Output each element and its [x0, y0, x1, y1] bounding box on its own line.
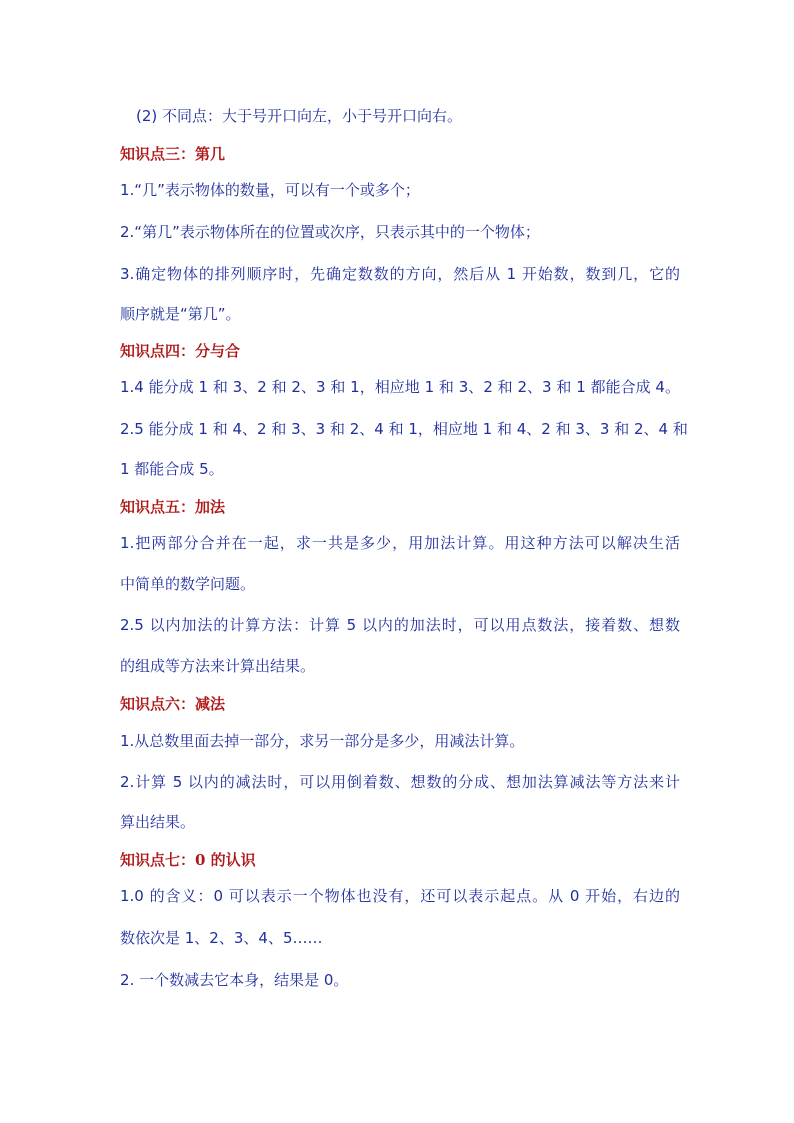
section-heading-3: 知识点三：第几 — [120, 145, 226, 163]
text-line: 1.把两部分合并在一起，求一共是多少，用加法计算。用这种方法可以解决生活 — [120, 534, 680, 552]
text-line: 1 都能合成 5。 — [120, 460, 224, 478]
text-line: 1.“几”表示物体的数量，可以有一个或多个； — [120, 181, 420, 199]
text-line: 3.确定物体的排列顺序时，先确定数数的方向，然后从 1 开始数，数到几，它的 — [120, 265, 680, 283]
text-line: 顺序就是“第几”。 — [120, 305, 241, 323]
section-heading-7: 知识点七：0 的认识 — [120, 851, 256, 869]
text-line: 的组成等方法来计算出结果。 — [120, 657, 316, 675]
section-heading-4: 知识点四：分与合 — [120, 342, 241, 360]
text-line: 中简单的数学问题。 — [120, 575, 256, 593]
section-heading-6: 知识点六：减法 — [120, 695, 226, 713]
text-line: 2.“第几”表示物体所在的位置或次序，只表示其中的一个物体； — [120, 223, 540, 241]
text-line: 2. 一个数减去它本身，结果是 0。 — [120, 971, 349, 989]
text-line: 2.5 能分成 1 和 4、2 和 3、3 和 2、4 和 1，相应地 1 和 4、2 和 3、3 和 2、4 和 — [120, 420, 688, 438]
text-line: 算出结果。 — [120, 813, 196, 831]
text-line: 1.4 能分成 1 和 3、2 和 2、3 和 1，相应地 1 和 3、2 和 2、3 和 1 都能合成 4。 — [120, 378, 680, 396]
text-line: 1.从总数里面去掉一部分，求另一部分是多少，用减法计算。 — [120, 732, 525, 750]
section-heading-5: 知识点五：加法 — [120, 498, 226, 516]
text-line: (2) 不同点：大于号开口向左，小于号开口向右。 — [136, 107, 463, 125]
text-line: 数依次是 1、2、3、4、5…… — [120, 929, 323, 947]
text-line: 2.计算 5 以内的减法时，可以用倒着数、想数的分成、想加法算减法等方法来计 — [120, 773, 680, 791]
text-line: 1.0 的含义：0 可以表示一个物体也没有，还可以表示起点。从 0 开始，右边的 — [120, 887, 680, 905]
text-line: 2.5 以内加法的计算方法：计算 5 以内的加法时，可以用点数法，接着数、想数 — [120, 616, 680, 634]
